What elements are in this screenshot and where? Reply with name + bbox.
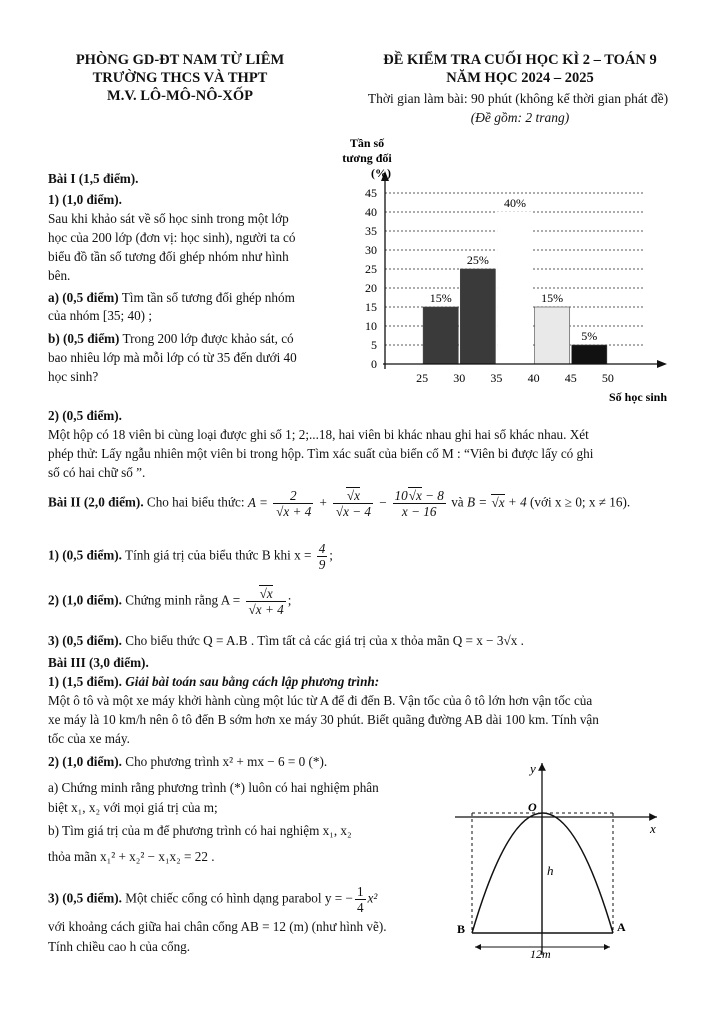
section-3-q3-line: 3) (0,5 điểm). Một chiếc cổng có hình dạng parabol y = − $\frac{1}{4}$ x² <box>48 884 378 915</box>
exam-duration: Thời gian làm bài: 90 phút (không kể thời gian phát đề) <box>367 91 669 106</box>
y-tick-label: 20 <box>365 281 377 295</box>
q1b-text-line: bao nhiêu lớp mà mỗi lớp có từ 35 đến dưới 40 <box>48 350 297 365</box>
exam-title: ĐỀ KIỂM TRA CUỐI HỌC KÌ 2 – TOÁN 9 <box>383 52 657 68</box>
bar <box>535 307 570 364</box>
school-dept: PHÒNG GD-ĐT NAM TỪ LIÊM <box>75 52 285 68</box>
a-label: A <box>617 920 626 934</box>
y-tick-label: 30 <box>365 243 377 257</box>
section-3-q2b-line: thỏa mãn x₁² + x₂² − x₁x₂ = 22 . <box>48 849 215 864</box>
bar-value-label: 40% <box>504 196 526 210</box>
origin-label: O <box>528 800 537 814</box>
section-2-intro: Bài II (2,0 điểm). Cho hai biểu thức: A = $\frac{2}{√x + 4}$ + $\frac{√x}{√x - 4}$ − $\frac{10√x - 8}{x - 16}$ và B = √x + 4 (với x ≥ 0; x ≠ 16). <box>48 488 631 519</box>
q1-text-line: học của 200 lớp (đơn vị: học sinh), người ta có <box>48 230 296 245</box>
y-axis-title: tương đối <box>342 151 392 165</box>
q2-text-line: số có hai chữ số ”. <box>48 465 146 480</box>
h-label: h <box>547 863 554 878</box>
y-tick-label: 40 <box>365 205 377 219</box>
section-1-title: Bài I (1,5 điểm). <box>48 171 139 186</box>
section-3-q1-line: Một ô tô và một xe máy khởi hành cùng một lúc từ A để đi đến B. Vận tốc của ô tô lớn hơn vận tốc của <box>48 693 593 708</box>
q1-title: 1) (1,0 điểm). <box>48 192 122 207</box>
x-tick-label: 35 <box>490 371 503 385</box>
q2-text-line: Một hộp có 18 viên bi cùng loại được ghi số 1; 2;...18, hai viên bi khác nhau ghi hai số khác nhau. Xét <box>48 427 589 442</box>
section-3-q1-line: xe máy là 10 km/h nên ô tô đến B sớm hơn xe máy 30 phút. Biết quãng đường AB dài 100 km. Tính vận <box>48 712 599 727</box>
y-axis-title: (%) <box>371 166 391 180</box>
bar <box>423 307 458 364</box>
school-name: TRƯỜNG THCS VÀ THPT <box>92 70 268 86</box>
x-axis-arrow <box>657 360 667 368</box>
y-tick-label: 0 <box>371 357 377 371</box>
y-tick-label: 10 <box>365 319 377 333</box>
section-2-q1: 1) (0,5 điểm). Tính giá trị của biểu thức B khi x = $\frac{4}{9}$ ; <box>48 541 333 572</box>
y-tick-label: 15 <box>365 300 377 314</box>
y-tick-label: 45 <box>365 186 377 200</box>
section-3-q3-line: với khoảng cách giữa hai chân cổng AB = 12 (m) (như hình vẽ). <box>48 919 387 934</box>
b-label: B <box>457 922 466 936</box>
section-3-q2-title: 2) (1,0 điểm). Cho phương trình x² + mx − 6 = 0 (*). <box>48 754 328 769</box>
ab-length-label: 12m <box>530 947 551 960</box>
school-name-2: M.V. LÔ-MÔ-NÔ-XỐP <box>107 88 253 104</box>
page-count: (Đề gồm: 2 trang) <box>470 110 570 125</box>
section-3-q3-line: Tính chiều cao h của cổng. <box>48 939 191 954</box>
x-axis-title: Số học sinh <box>608 390 667 404</box>
bar-value-label: 15% <box>429 291 452 305</box>
q1-text-line: Sau khi khảo sát về số học sinh trong một lớp <box>48 211 289 226</box>
bar-value-label: 5% <box>581 329 598 343</box>
x-tick-label: 45 <box>564 371 577 385</box>
section-3-q1-line: tốc của xe máy. <box>48 731 130 746</box>
section-2-q3: 3) (0,5 điểm). Cho biểu thức Q = A.B . Tìm tất cả các giá trị của x thỏa mãn Q = x − 3√x . <box>48 633 524 648</box>
section-3-q2b-line: b) Tìm giá trị của m để phương trình có hai nghiệm x₁, x₂ <box>48 823 352 838</box>
bar-value-label: 15% <box>541 291 564 305</box>
q1a-text-line: của nhóm [35; 40) ; <box>48 308 153 323</box>
q2-title: 2) (0,5 điểm). <box>48 408 122 423</box>
y-tick-label: 35 <box>365 224 377 238</box>
q1b-text: b) (0,5 điểm) Trong 200 lớp được khảo sát, có <box>48 331 294 346</box>
x-tick-label: 50 <box>601 371 614 385</box>
q1b-text-line: học sinh? <box>48 369 99 384</box>
x-tick-label: 30 <box>453 371 466 385</box>
q2-text-line: phép thử: Lấy ngẫu nhiên một viên bi trong hộp. Tìm xác suất của biến cố M : “Viên bi được lấy có ghi <box>48 446 594 461</box>
x-axis-label: x <box>650 821 656 836</box>
section-3-q2a-line: biệt x₁, x₂ với mọi giá trị của m; <box>48 800 218 815</box>
relative-frequency-chart <box>340 135 670 410</box>
q1-text-line: bên. <box>48 268 71 283</box>
bar <box>497 212 532 364</box>
school-year: NĂM HỌC 2024 – 2025 <box>446 70 594 86</box>
x-tick-label: 25 <box>416 371 429 385</box>
q1a-text: a) (0,5 điểm) Tìm tần số tương đối ghép nhóm <box>48 290 295 305</box>
bar <box>460 269 495 364</box>
expression-a: A = $\frac{2}{√x + 4}$ + $\frac{√x}{√x - 4}$ − $\frac{10√x - 8}{x - 16}$ <box>247 488 444 519</box>
y-tick-label: 5 <box>371 338 377 352</box>
q1-text-line: biểu đồ tần số tương đối ghép nhóm như hình <box>48 249 289 264</box>
section-2-q2: 2) (1,0 điểm). Chứng minh rằng A = $\frac{√x}{√x + 4}$ ; <box>48 586 292 617</box>
parabola-gate-figure <box>445 755 670 960</box>
bar <box>572 345 607 364</box>
section-3-q2a-line: a) Chứng minh rằng phương trình (*) luôn có hai nghiệm phân <box>48 780 379 795</box>
bar-value-label: 25% <box>466 253 489 267</box>
section-3-title: Bài III (3,0 điểm). <box>48 655 149 670</box>
section-3-q1-title: 1) (1,5 điểm). Giải bài toán sau bằng cách lập phương trình: <box>48 674 380 689</box>
y-axis-label: y <box>530 761 536 776</box>
y-axis-title: Tần số <box>349 136 385 150</box>
x-tick-label: 40 <box>527 371 540 385</box>
y-tick-label: 25 <box>365 262 377 276</box>
